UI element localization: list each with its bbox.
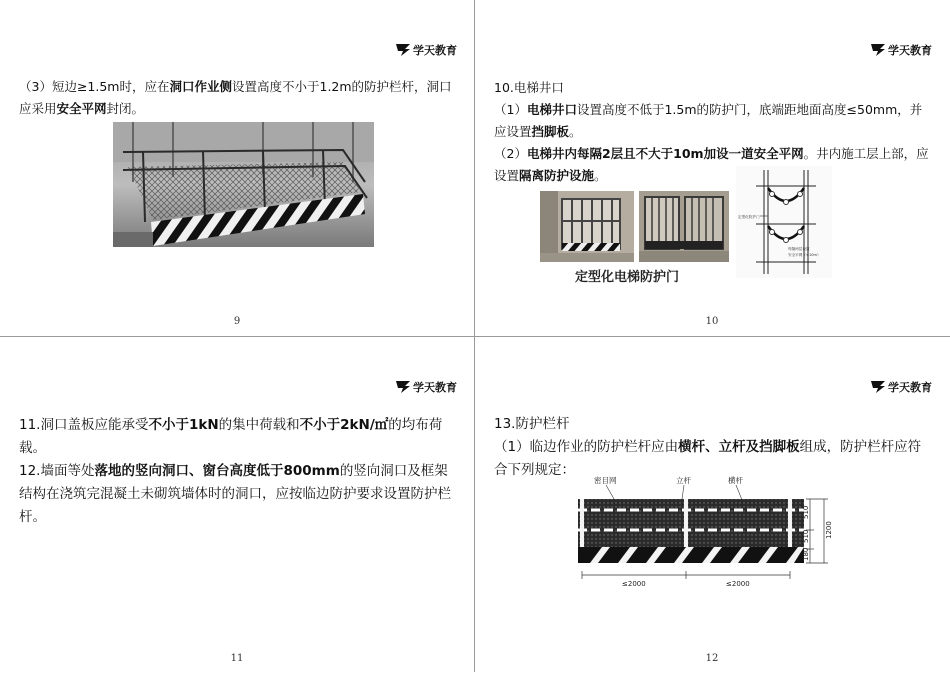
- page-number: 10: [705, 316, 719, 327]
- slide-12-body: [494, 413, 934, 482]
- slide-11-body: [19, 414, 459, 529]
- brand-logo: [871, 379, 932, 395]
- page-number: 12: [705, 653, 719, 664]
- emphasis-text: 落地的竖向洞口、窗台高度低于800mm: [94, 463, 340, 479]
- slide-10-title: 10.电梯井口: [494, 80, 564, 95]
- label-post: 立杆: [676, 476, 691, 485]
- brand-logo: [396, 379, 457, 395]
- text-run: （2）: [494, 146, 527, 161]
- text-run: 封闭。: [106, 101, 145, 116]
- brand-logo: [871, 42, 932, 58]
- emphasis-text: 安全平网: [56, 101, 107, 116]
- emphasis-text: 电梯井口: [526, 102, 577, 117]
- slide-page-9: [0, 0, 474, 336]
- brand-name: 学天教育: [413, 381, 457, 394]
- label-rail: 横杆: [728, 476, 743, 485]
- text-run: （1）临边作业的防护栏杆应由: [494, 439, 679, 455]
- brand-name: 学天教育: [888, 381, 932, 394]
- emphasis-text: 电梯井内每隔2层且不大于10m加设一道安全平网: [526, 146, 804, 161]
- text-run: 12.墙面等处: [19, 463, 95, 479]
- text-run: （3）短边≥1.5m时，应在: [19, 79, 170, 94]
- brand-name: 学天教育: [413, 44, 457, 57]
- slide-10-paragraph-2: [494, 143, 934, 187]
- diagram-label-safety-net: 安全平网（≤10m）: [788, 253, 821, 257]
- diagram-label-gate: 定型化防护门: [738, 215, 760, 219]
- slide-page-12: [475, 337, 949, 673]
- text-run: 的均布荷载。: [19, 417, 443, 456]
- text-run: 设置高度不小于1.2m的防护栏杆，洞口应采用: [19, 79, 452, 116]
- slide-9-paragraph: [19, 76, 459, 120]
- dim-180: 180: [802, 547, 810, 561]
- slide-9-body: [19, 76, 459, 120]
- text-run: 。: [569, 124, 582, 139]
- diagram-label-every-two-floors: 每隔两层设置: [788, 247, 810, 251]
- page-number: 9: [233, 316, 241, 327]
- emphasis-text: 隔离防护设施: [519, 168, 595, 183]
- brand-logo: [396, 42, 457, 58]
- elevator-gate-photo-1: [540, 191, 634, 262]
- text-run: 的集中荷载和: [218, 417, 300, 433]
- emphasis-text: 洞口作业侧: [169, 79, 232, 94]
- brand-mark-icon: [396, 381, 410, 393]
- emphasis-text: 横杆、立杆及挡脚板: [678, 439, 800, 455]
- slide-11-paragraph-1: [19, 414, 459, 460]
- text-run: （1）: [494, 102, 527, 117]
- guardrail-photo: [113, 122, 374, 247]
- emphasis-text: 挡脚板: [531, 124, 570, 139]
- elevator-shaft-diagram: [736, 166, 832, 278]
- slide-10-paragraph-1: [494, 99, 934, 143]
- text-run: 。井内施工层上部，应设置: [494, 146, 929, 183]
- text-run: 设置高度不低于1.5m的防护门，底端距地面高度≤50mm，并应设置: [494, 102, 923, 139]
- brand-name: 学天教育: [888, 44, 932, 57]
- spacing-right: ≤2000: [726, 580, 750, 588]
- slide-12-title: 13.防护栏杆: [494, 416, 570, 432]
- slide-10-body: [494, 77, 934, 187]
- brand-mark-icon: [396, 44, 410, 56]
- text-run: 组成，防护栏杆应符合下列规定：: [494, 439, 922, 478]
- elevator-gate-photo-2: [639, 191, 729, 262]
- text-run: 的竖向洞口及框架结构在浇筑完混凝土未砌筑墙体时的洞口，应按临边防护要求设置防护栏杆。: [19, 463, 451, 525]
- slide-page-10: [475, 0, 949, 336]
- emphasis-text: 不小于2kN/㎡: [299, 417, 389, 433]
- dim-lower-510: 510: [802, 529, 810, 543]
- dim-1200: 1200: [825, 521, 833, 539]
- brand-mark-icon: [871, 381, 885, 393]
- guardrail-diagram: [570, 473, 870, 593]
- slide-page-11: [0, 337, 474, 673]
- page-number: 11: [230, 653, 244, 664]
- slide-11-paragraph-2: [19, 460, 459, 529]
- elevator-gate-caption: 定型化电梯防护门: [575, 270, 680, 285]
- label-mesh: 密目网: [594, 476, 617, 485]
- text-run: 。: [594, 168, 607, 183]
- dim-upper-510: 510: [802, 505, 810, 519]
- spacing-left: ≤2000: [622, 580, 646, 588]
- emphasis-text: 不小于1kN: [148, 417, 219, 433]
- text-run: 11.洞口盖板应能承受: [19, 417, 149, 433]
- brand-mark-icon: [871, 44, 885, 56]
